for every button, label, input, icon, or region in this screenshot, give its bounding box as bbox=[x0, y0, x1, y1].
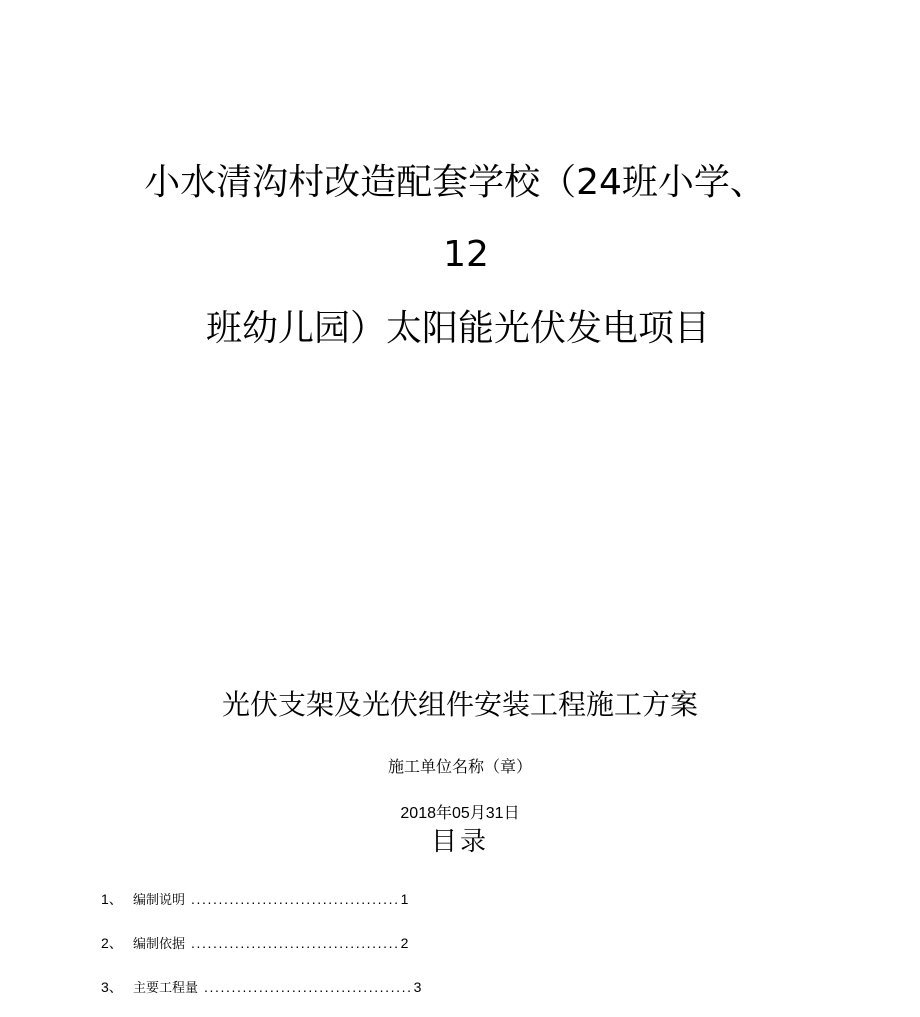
toc-item[interactable] bbox=[101, 977, 421, 997]
toc-item-number: 1、 bbox=[101, 891, 123, 907]
toc-item[interactable] bbox=[101, 889, 408, 909]
toc-item-page: 3 bbox=[413, 979, 422, 995]
title-line-3: 班幼儿园）太阳能光伏发电项目 bbox=[205, 308, 710, 349]
title-line-2: 12 bbox=[443, 234, 489, 275]
document-subtitle: 光伏支架及光伏组件安装工程施工方案 bbox=[221, 688, 698, 721]
toc-item-label: 编制依据 bbox=[133, 937, 186, 952]
toc-item-page: 1 bbox=[400, 891, 409, 907]
toc-item-label: 主要工程量 bbox=[133, 981, 199, 996]
toc-item-page: 2 bbox=[400, 935, 409, 951]
title-line-1: 小水清沟村改造配套学校（24班小学、 bbox=[144, 162, 766, 203]
toc-item-number: 2、 bbox=[101, 935, 123, 951]
document-date: 2018年05月31日 bbox=[400, 805, 520, 822]
toc-item[interactable] bbox=[101, 933, 408, 953]
toc-item-label: 编制说明 bbox=[133, 893, 186, 908]
toc-item-number: 3、 bbox=[101, 979, 123, 995]
construction-unit-label: 施工单位名称（章） bbox=[387, 759, 532, 776]
toc-item-leader: ...................................... bbox=[204, 979, 413, 995]
toc-heading: 目录 bbox=[430, 827, 489, 857]
toc-item-leader: ...................................... bbox=[191, 935, 400, 951]
toc-item-leader: ...................................... bbox=[191, 891, 400, 907]
